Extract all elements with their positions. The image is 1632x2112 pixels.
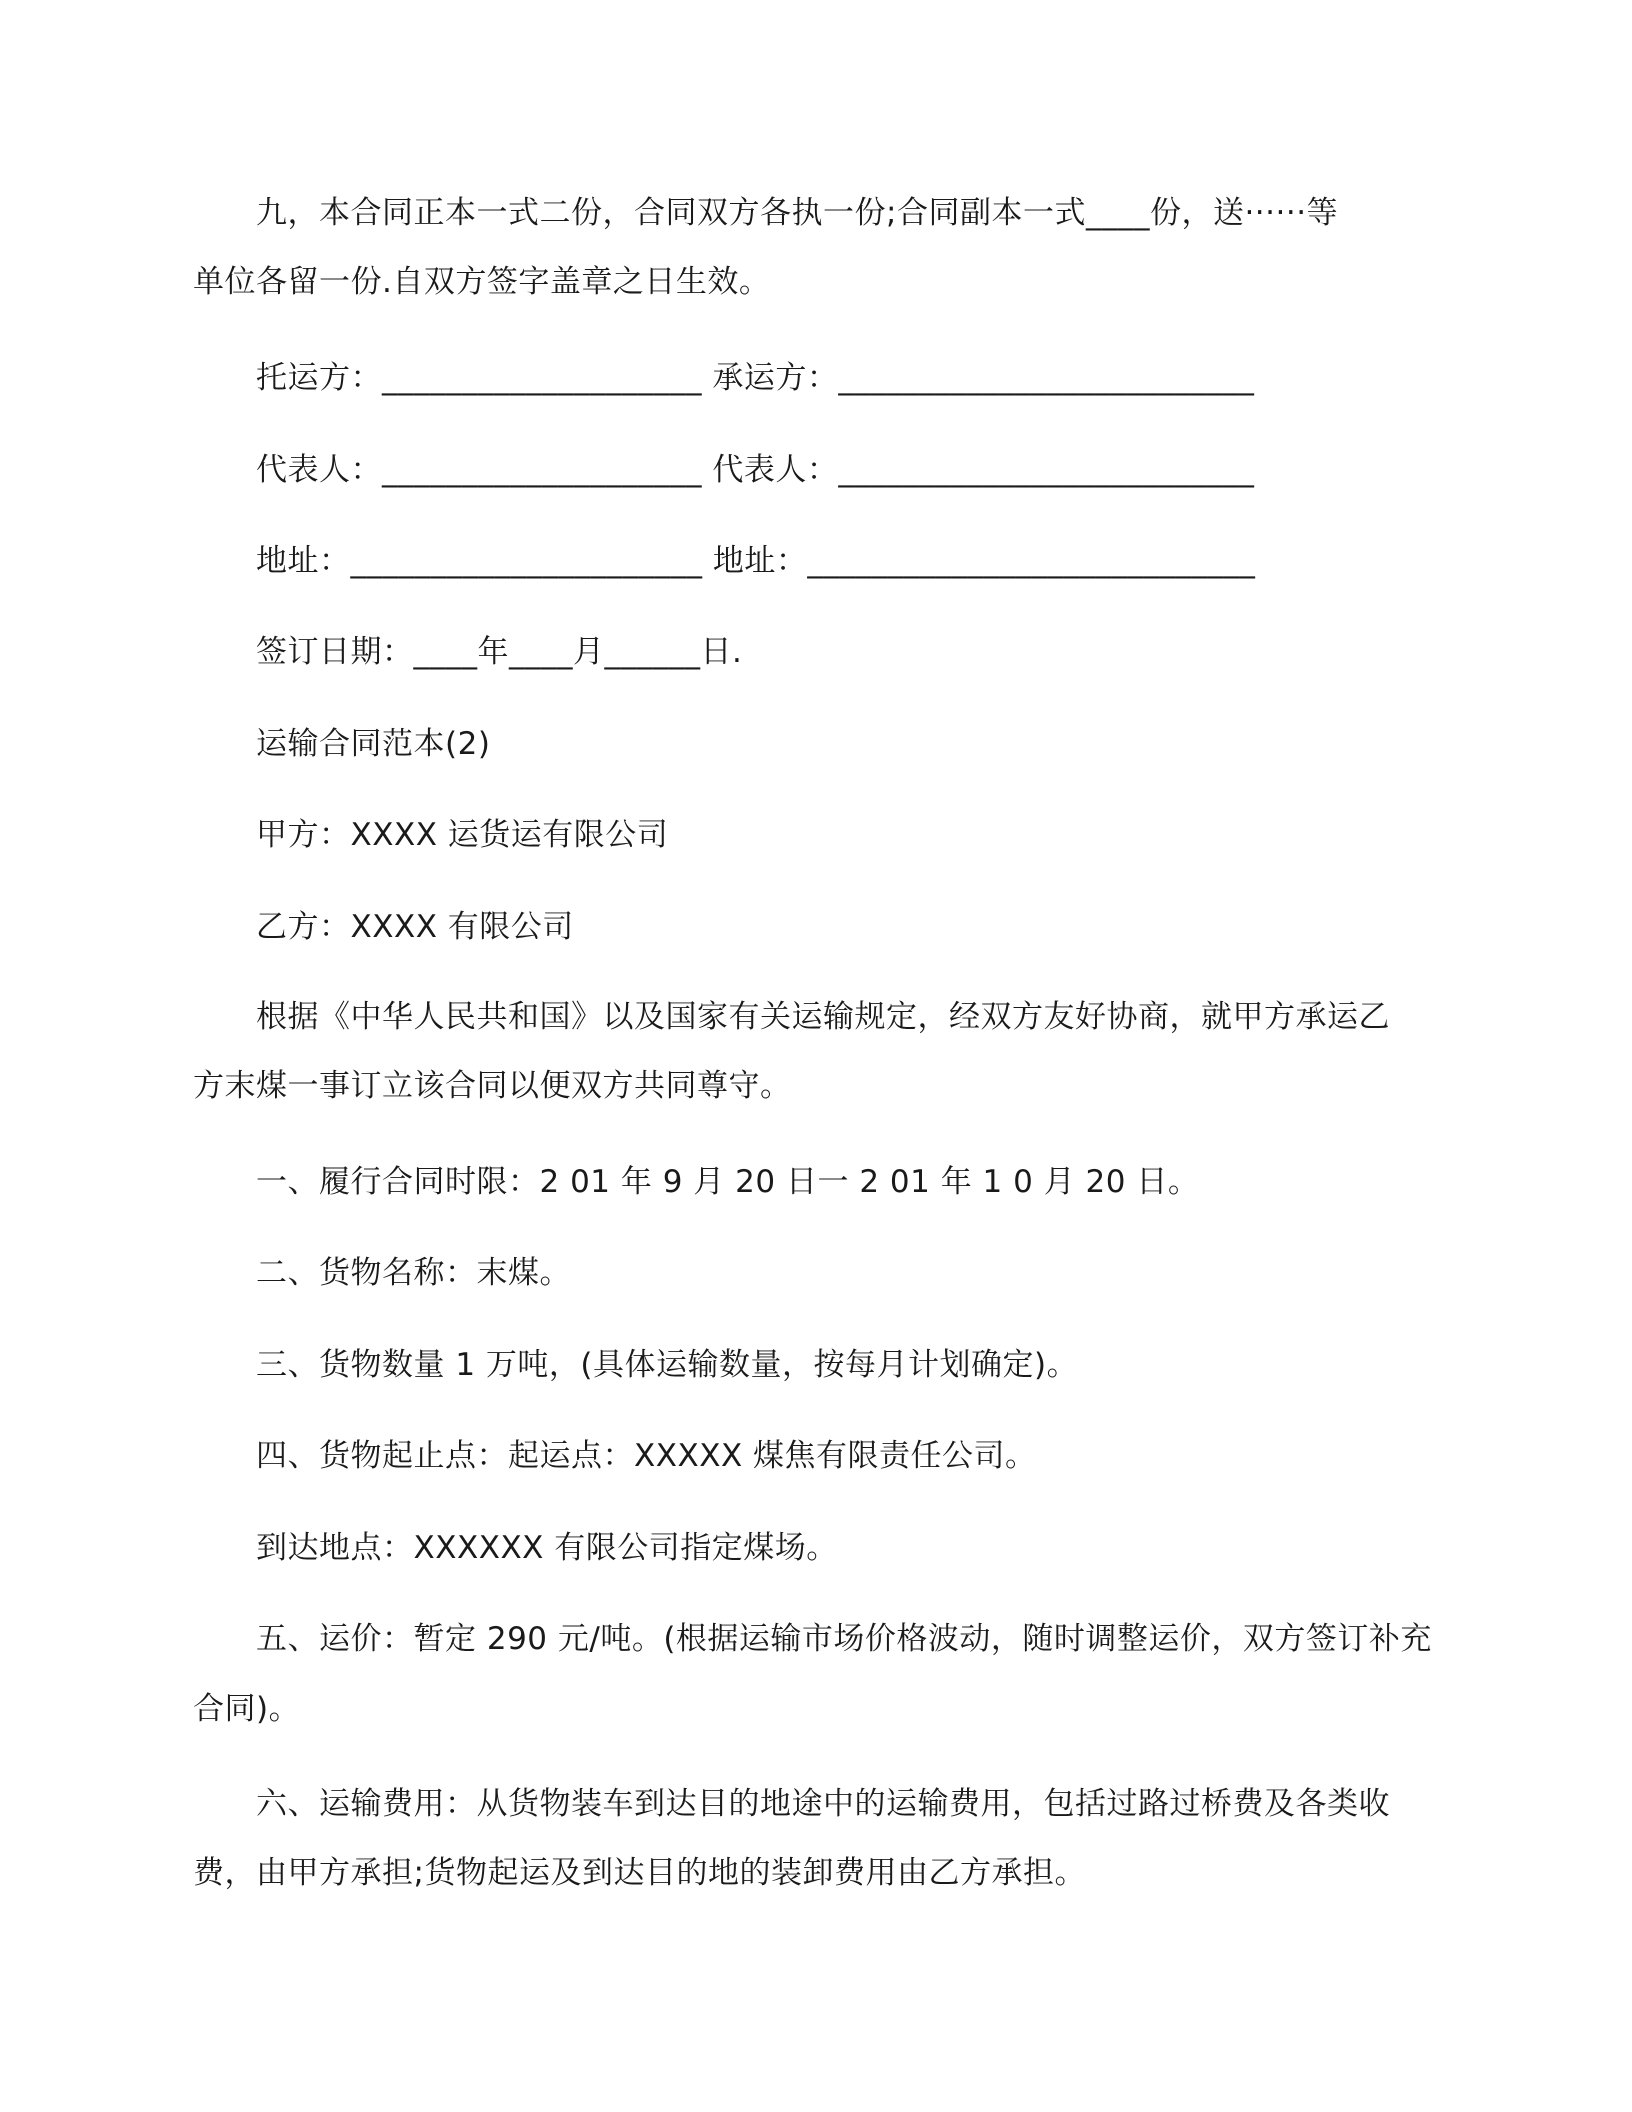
party-b-line: 乙方：XXXX 有限公司 — [256, 909, 574, 945]
shipper-carrier-line: 托运方：____________________ 承运方：__________________________ — [256, 360, 1255, 396]
representative-line: 代表人：____________________ 代表人：__________________________ — [256, 452, 1255, 488]
clause-five-price-line-1: 五、运价：暂定 290 元/吨。(根据运输市场价格波动，随时调整运价，双方签订补充 — [256, 1621, 1432, 1657]
clause-one-term: 一、履行合同时限：2 01 年 9 月 20 日一 2 01 年 1 0 月 20 日。 — [256, 1164, 1200, 1200]
clause-four-destination: 到达地点：XXXXXX 有限公司指定煤场。 — [256, 1530, 838, 1566]
clause-six-fees-line-2: 费，由甲方承担;货物起运及到达目的地的装卸费用由乙方承担。 — [193, 1855, 1086, 1891]
contract-template-title: 运输合同范本(2) — [256, 726, 491, 762]
clause-nine-line-1: 九，本合同正本一式二份，合同双方各执一份;合同副本一式____份，送······等 — [256, 195, 1339, 231]
clause-nine-line-2: 单位各留一份.自双方签字盖章之日生效。 — [193, 264, 771, 300]
preamble-line-1: 根据《中华人民共和国》以及国家有关运输规定，经双方友好协商，就甲方承运乙 — [256, 999, 1390, 1035]
clause-four-origin: 四、货物起止点：起运点：XXXXX 煤焦有限责任公司。 — [256, 1438, 1037, 1474]
clause-five-price-line-2: 合同)。 — [193, 1691, 301, 1727]
signing-date-line: 签订日期：____年____月______日. — [256, 634, 743, 670]
clause-six-fees-line-1: 六、运输费用：从货物装车到达目的地途中的运输费用，包括过路过桥费及各类收 — [256, 1786, 1390, 1822]
party-a-line: 甲方：XXXX 运货运有限公司 — [256, 817, 669, 853]
preamble-line-2: 方末煤一事订立该合同以便双方共同尊守。 — [193, 1068, 792, 1104]
address-line: 地址：______________________ 地址：____________________________ — [256, 543, 1256, 579]
clause-three-quantity: 三、货物数量 1 万吨，(具体运输数量，按每月计划确定)。 — [256, 1347, 1079, 1383]
clause-two-goods-name: 二、货物名称：末煤。 — [256, 1255, 571, 1291]
